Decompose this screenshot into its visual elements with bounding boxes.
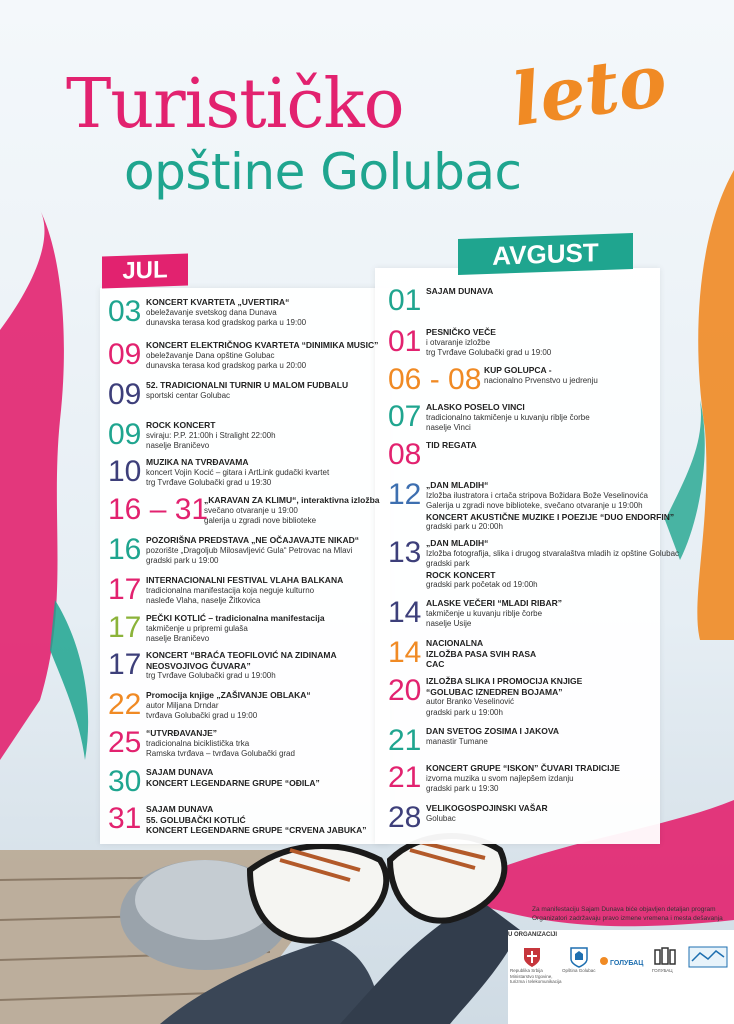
event-title: „DAN MLADIH“ bbox=[426, 480, 489, 490]
event-title: KUP GOLUPCA - bbox=[484, 365, 552, 375]
event-info: Izložba fotografija, slika i drugog stvaralaštva mladih iz opštine Golubac bbox=[426, 548, 680, 558]
event-details bbox=[146, 535, 359, 567]
event-info: gradski park bbox=[426, 559, 470, 568]
event-details bbox=[146, 728, 295, 760]
event-info: sportski centar Golubac bbox=[146, 390, 231, 400]
event-info: i otvaranje izložbe bbox=[426, 337, 491, 347]
event-day: 09 bbox=[108, 338, 142, 371]
event-details bbox=[426, 286, 493, 297]
event-info: naselje Vinci bbox=[426, 423, 471, 432]
event-title: “UTVRĐAVANJE” bbox=[146, 728, 217, 738]
event-title: KONCERT ELEKTRIČNOG KVARTETA “DINIMIKA MUSIC” bbox=[146, 340, 379, 350]
event-details bbox=[426, 538, 679, 591]
event-title: ROCK KONCERT bbox=[146, 420, 216, 430]
event-info: tradicionalno takmičenje u kuvanju riblje čorbe bbox=[426, 412, 590, 422]
event-info: Golubac bbox=[426, 813, 456, 823]
event-title: Promocija knjige „ZAŠIVANJE OBLAKA“ bbox=[146, 690, 311, 700]
event-details bbox=[146, 457, 329, 489]
event-details bbox=[426, 480, 674, 533]
event-day: 14 bbox=[388, 596, 422, 629]
event-title: VELIKOGOSPOJINSKI VAŠAR bbox=[426, 803, 548, 813]
event-details bbox=[146, 420, 276, 452]
event-info: dunavska terasa kod gradskog parka u 20:00 bbox=[146, 361, 307, 370]
event-info: trg Tvrđave Golubački grad u 19:00h bbox=[146, 671, 276, 680]
event-info: gradski park početak od 19:00h bbox=[426, 580, 538, 589]
event-details bbox=[426, 402, 590, 434]
event-day: 09 bbox=[108, 418, 142, 451]
event-info: koncert Vojin Kocić – gitara i ArtLink gudački kvartet bbox=[146, 467, 330, 477]
event-title: CAC bbox=[426, 659, 445, 669]
event-title: NEOSVOJIVOG ČUVARA” bbox=[146, 660, 251, 671]
event-details bbox=[146, 297, 306, 329]
notice-line-1: Za manifestaciju Sajam Dunava biće objavljen detaljan program bbox=[532, 906, 716, 913]
event-info: gradski park u 20:00h bbox=[426, 522, 503, 531]
event-title: INTERNACIONALNI FESTIVAL VLAHA BALKANA bbox=[146, 575, 344, 585]
event-day: 17 bbox=[108, 611, 142, 644]
event-details bbox=[426, 676, 582, 718]
event-title: SAJAM DUNAVA bbox=[146, 804, 214, 814]
event-title: IZLOŽBA SLIKA I PROMOCIJA KNJIGE bbox=[426, 676, 583, 686]
event-details bbox=[146, 380, 348, 401]
event-info: trg Tvrđave Golubački grad u 19:00 bbox=[426, 348, 552, 357]
title-opstine-golubac: opštine Golubac bbox=[124, 143, 522, 201]
event-title: 55. GOLUBAČKI KOTLIĆ bbox=[146, 814, 246, 825]
event-title: SAJAM DUNAVA bbox=[426, 286, 494, 296]
event-title: “GOLUBAC IZNEDREN BOJAMA” bbox=[426, 686, 563, 697]
event-details bbox=[146, 650, 337, 682]
event-day: 17 bbox=[108, 573, 142, 606]
event-details bbox=[484, 365, 598, 386]
organizers-block bbox=[508, 930, 734, 1024]
event-info: naselje Braničevo bbox=[146, 634, 210, 643]
program-notice bbox=[532, 906, 732, 923]
event-title: ALASKO POSELO VINCI bbox=[426, 402, 525, 412]
event-title: KONCERT AKUSTIČNE MUZIKE I POEZIJE “DUO ENDORFIN” bbox=[426, 511, 675, 522]
event-info: gradski park u 19:00h bbox=[426, 707, 503, 717]
event-title: KONCERT LEGENDARNE GRUPE “CRVENA JABUKA” bbox=[146, 825, 367, 835]
event-info: nacionalno Prvenstvo u jedrenju bbox=[484, 375, 598, 385]
event-title: PEČKI KOTLIĆ – tradicionalna manifestacija bbox=[146, 613, 325, 623]
event-day: 16 bbox=[108, 533, 142, 566]
event-info: Ramska tvrđava – tvrđava Golubački grad bbox=[146, 749, 295, 758]
event-details bbox=[146, 613, 325, 645]
event-day: 03 bbox=[108, 295, 142, 328]
event-title: „KARAVAN ZA KLIMU“, interaktivna izložba bbox=[204, 495, 380, 505]
event-details bbox=[146, 690, 311, 722]
event-info: tradicionalna manifestacija koja neguje kulturno bbox=[146, 585, 315, 595]
event-info: manastir Tumane bbox=[426, 736, 488, 746]
event-day: 01 bbox=[388, 284, 422, 317]
opstina-golubac-caption: Opština Golubac bbox=[562, 968, 596, 973]
event-details bbox=[426, 440, 477, 451]
event-title: ROCK KONCERT bbox=[426, 569, 496, 580]
event-title: KONCERT LEGENDARNE GRUPE “OĐILA” bbox=[146, 777, 320, 788]
golubac-municipality-crest-icon bbox=[570, 946, 588, 968]
event-title: PESNIČKO VEČE bbox=[426, 327, 496, 337]
partner-logo-icon bbox=[688, 946, 728, 968]
event-details bbox=[146, 340, 378, 372]
event-info: obeležavanje Dana opštine Golubac bbox=[146, 350, 275, 360]
event-info: naselje Usije bbox=[426, 619, 472, 628]
event-details bbox=[426, 763, 620, 795]
event-title: DAN SVETOG ZOSIMA I JAKOVA bbox=[426, 726, 560, 736]
event-day: 31 bbox=[108, 802, 142, 835]
republika-srbija-caption: Republika Srbija Ministarstvo trgovine, turizma i telekomunikacija bbox=[510, 968, 562, 984]
kc-golubac-caption: ГОЛУБАЦ bbox=[652, 968, 673, 973]
event-title: 52. TRADICIONALNI TURNIR U MALOM FUDBALU bbox=[146, 380, 349, 390]
event-day: 25 bbox=[108, 726, 142, 759]
poster-title bbox=[0, 36, 734, 205]
organizers-label: U ORGANIZACIJI bbox=[508, 932, 558, 938]
event-details bbox=[426, 598, 562, 630]
event-details bbox=[426, 638, 536, 670]
event-info: gradski park u 19:30 bbox=[426, 784, 499, 793]
event-info: takmičenje u pripremi gulaša bbox=[146, 623, 248, 633]
event-details bbox=[146, 575, 343, 607]
event-title: KONCERT KVARTETA „UVERTIRA“ bbox=[146, 297, 290, 307]
event-title: POZORIŠNA PREDSTAVA „NE OČAJAVAJTE NIKAD“ bbox=[146, 535, 359, 545]
serbia-coat-of-arms-icon bbox=[522, 946, 542, 968]
event-details bbox=[146, 767, 320, 788]
event-day: 10 bbox=[108, 455, 142, 488]
event-day: 01 bbox=[388, 325, 422, 358]
event-day: 07 bbox=[388, 400, 422, 433]
event-info: naselje Braničevo bbox=[146, 441, 210, 450]
event-details bbox=[204, 495, 380, 527]
event-day: 30 bbox=[108, 765, 142, 798]
event-info: Izložba ilustratora i crtača stripova Božidara Bože Veselinovića bbox=[426, 490, 648, 500]
kc-golubac-fortress-icon bbox=[654, 946, 676, 966]
event-info: trg Tvrđave Golubački grad u 19:30 bbox=[146, 478, 272, 487]
event-info: autor Branko Veselinović bbox=[426, 697, 515, 706]
event-day: 16 – 31 bbox=[108, 493, 209, 526]
to-golubac-mark-icon bbox=[600, 957, 608, 965]
event-info: nasleđe Vlaha, naselje Žitkovica bbox=[146, 596, 261, 605]
event-info: tvrđava Golubački grad u 19:00 bbox=[146, 711, 258, 720]
event-day: 17 bbox=[108, 648, 142, 681]
event-details bbox=[426, 726, 559, 747]
title-turisticko: Turističko bbox=[66, 65, 404, 144]
event-info: sviraju: P.P. 21:00h i Stralight 22:00h bbox=[146, 430, 276, 440]
event-title: SAJAM DUNAVA bbox=[146, 767, 214, 777]
event-title: ALASKE VEČERI “MLADI RIBAR” bbox=[426, 598, 563, 608]
notice-line-2: Organizatori zadržavaju pravo izmene vremena i mesta dešavanja bbox=[532, 914, 723, 922]
event-info: dunavska terasa kod gradskog parka u 19:00 bbox=[146, 318, 307, 327]
event-info: izvorna muzika u svom najlepšem izdanju bbox=[426, 773, 574, 783]
event-title: NACIONALNA bbox=[426, 638, 484, 648]
event-day: 20 bbox=[388, 674, 422, 707]
event-day: 13 bbox=[388, 536, 422, 569]
event-info: svečano otvaranje u 19:00 bbox=[204, 505, 298, 515]
event-day: 14 bbox=[388, 636, 422, 669]
event-day: 28 bbox=[388, 801, 422, 834]
event-title: TID REGATA bbox=[426, 440, 477, 450]
to-golubac-wordmark: ГОЛУБАЦ bbox=[610, 960, 644, 967]
event-day: 06 - 08 bbox=[388, 363, 482, 396]
title-leto: leto bbox=[506, 36, 672, 143]
event-day: 22 bbox=[108, 688, 142, 721]
event-day: 21 bbox=[388, 724, 422, 757]
event-title: IZLOŽBA PASA SVIH RASA bbox=[426, 648, 537, 659]
event-info: Galerija u zgradi nove biblioteke, svečano otvaranje u 19:00h bbox=[426, 501, 643, 510]
event-title: MUZIKA NA TVRĐAVAMA bbox=[146, 457, 249, 467]
month-tag-avgust: AVGUST bbox=[458, 233, 633, 275]
event-title: KONCERT GRUPE “ISKON” ČUVARI TRADICIJE bbox=[426, 763, 620, 773]
event-details bbox=[426, 327, 551, 359]
event-info: pozorište „Dragoljub Milosavljević Gula“ Petrovac na Mlavi bbox=[146, 545, 353, 555]
event-title: KONCERT “BRAĆA TEOFILOVIĆ NA ZIDINAMA bbox=[146, 650, 337, 660]
event-details bbox=[426, 803, 548, 824]
to-golubac-logo bbox=[600, 952, 643, 970]
event-info: takmičenje u kuvanju riblje čorbe bbox=[426, 608, 543, 618]
event-info: autor Miljana Drndar bbox=[146, 700, 219, 710]
event-day: 12 bbox=[388, 478, 422, 511]
event-info: galerija u zgradi nove biblioteke bbox=[204, 516, 317, 525]
event-info: gradski park u 19:00 bbox=[146, 556, 219, 565]
event-day: 21 bbox=[388, 761, 422, 794]
event-day: 08 bbox=[388, 438, 422, 471]
event-day: 09 bbox=[108, 378, 142, 411]
month-tag-jul: JUL bbox=[102, 253, 188, 288]
event-info: tradicionalna biciklistička trka bbox=[146, 738, 250, 748]
event-info: obeležavanje svetskog dana Dunava bbox=[146, 307, 277, 317]
event-title: „DAN MLADIH“ bbox=[426, 538, 489, 548]
event-details bbox=[146, 804, 367, 836]
